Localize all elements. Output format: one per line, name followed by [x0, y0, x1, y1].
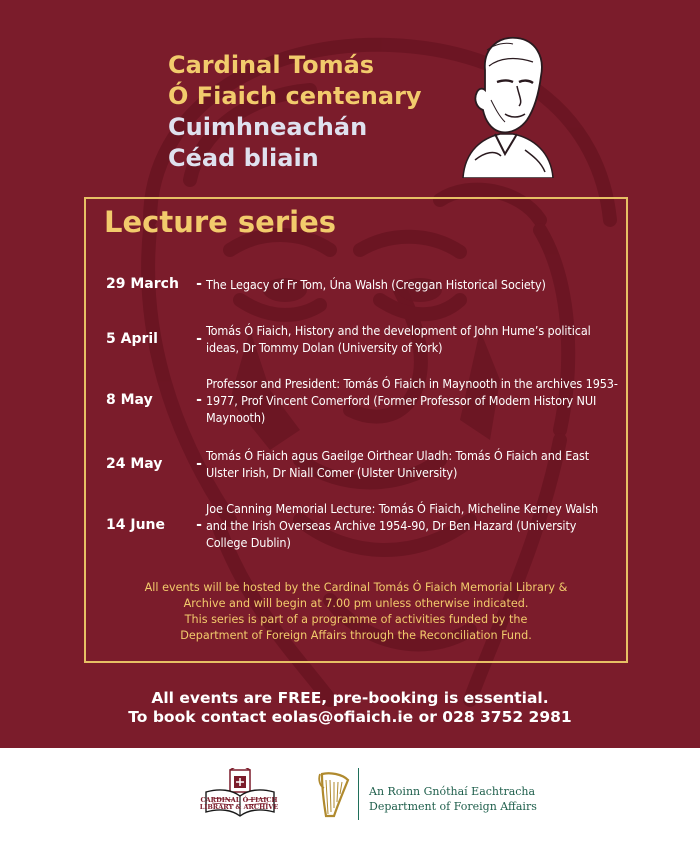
event-title	[168, 50, 468, 174]
lecture-description: The Legacy of Fr Tom, Úna Walsh (Creggan Historical Society)	[206, 276, 546, 292]
lecture-dash: -	[196, 456, 202, 472]
lecture-date: 5 April	[106, 331, 158, 347]
lecture-series-heading: Lecture series	[104, 205, 337, 239]
lecture-dash: -	[196, 392, 202, 408]
lecture-dash: -	[196, 276, 202, 292]
library-name-line2: LIBRARY & ARCHIVE	[199, 803, 279, 811]
logo-divider	[358, 768, 359, 820]
lecture-item	[106, 444, 621, 484]
lecture-description: Tomás Ó Fiaich, History and the development of John Hume’s political ideas, Dr Tommy Dolan (University of York)	[206, 323, 591, 355]
dfa-name-english: Department of Foreign Affairs	[369, 800, 537, 813]
lecture-date: 24 May	[106, 456, 163, 472]
lecture-item	[106, 264, 621, 304]
library-name	[194, 797, 284, 811]
lecture-dash: -	[196, 517, 202, 533]
lecture-date: 29 March	[106, 276, 179, 292]
lecture-description: Tomás Ó Fiaich agus Gaeilge Oirthear Uladh: Tomás Ó Fiaich and East Ulster Irish, Dr Niall Comer (Ulster University)	[206, 448, 590, 480]
notes-line: All events will be hosted by the Cardinal Tomás Ó Fiaich Memorial Library &	[144, 581, 568, 594]
lecture-item	[106, 373, 621, 427]
lecture-description: Professor and President: Tomás Ó Fiaich in Maynooth in the archives 1953-1977, Prof Vincent Comerford (Former Professor of Modern History NUI Maynooth)	[206, 375, 618, 425]
event-notes	[104, 580, 608, 644]
title-irish-line2: Céad bliain	[168, 144, 319, 172]
title-irish-line1: Cuimhneachán	[168, 113, 368, 141]
notes-line: Archive and will begin at 7.00 pm unless otherwise indicated.	[183, 597, 529, 610]
dfa-name	[369, 784, 537, 814]
library-name-line1: CARDINAL Ó FIAICH	[200, 796, 278, 804]
notes-line: This series is part of a programme of activities funded by the	[184, 613, 528, 626]
title-english-line2: Ó Fiaich centenary	[168, 82, 422, 110]
booking-info	[0, 689, 700, 727]
lecture-item	[106, 319, 621, 359]
booking-line-free: All events are FREE, pre-booking is essential.	[151, 689, 549, 707]
lecture-description: Joe Canning Memorial Lecture: Tomás Ó Fiaich, Micheline Kerney Walsh and the Irish Overseas Archive 1954-90, Dr Ben Hazard (University College Dublin)	[206, 500, 599, 550]
booking-line-contact: To book contact eolas@ofiaich.ie or 028 3752 2981	[128, 708, 572, 726]
lecture-item	[106, 498, 621, 552]
dfa-name-irish: An Roinn Gnóthaí Eachtracha	[369, 785, 536, 798]
lecture-date: 14 June	[106, 517, 165, 533]
sponsor-logos-bar	[0, 748, 700, 847]
title-english-line1: Cardinal Tomás	[168, 51, 375, 79]
irish-harp-icon	[316, 770, 352, 820]
notes-line: Department of Foreign Affairs through the Reconciliation Fund.	[180, 629, 532, 642]
lecture-dash: -	[196, 331, 202, 347]
lecture-date: 8 May	[106, 392, 153, 408]
cardinal-portrait-icon	[455, 30, 555, 178]
